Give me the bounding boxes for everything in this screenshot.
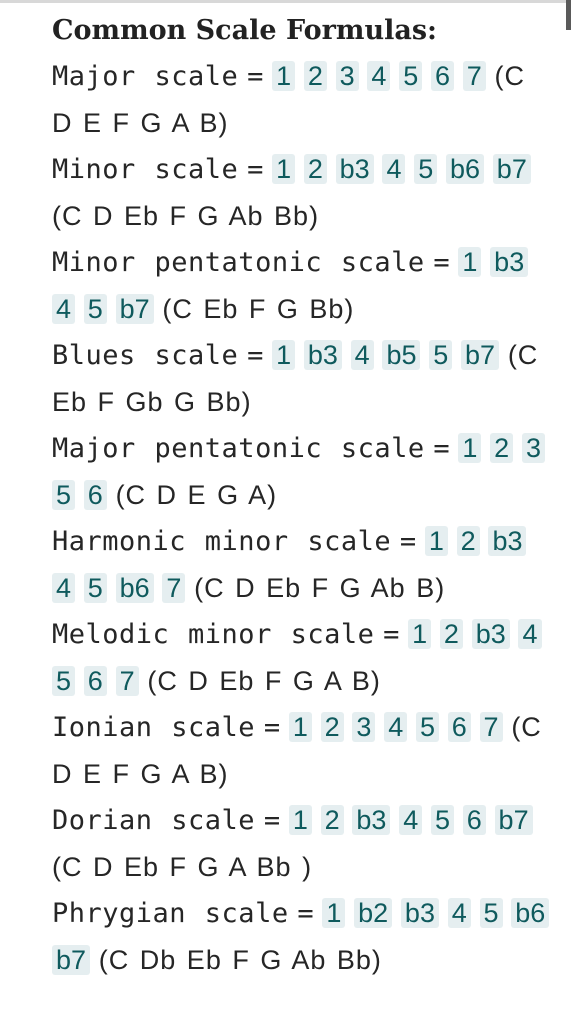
equals-sign: = bbox=[433, 247, 450, 278]
scale-degree: 5 bbox=[52, 480, 75, 510]
scale-formula bbox=[52, 704, 552, 797]
scale-degree: 6 bbox=[448, 712, 471, 742]
scale-formula bbox=[52, 797, 552, 890]
scale-degree: b3 bbox=[352, 805, 390, 835]
scale-degree: 6 bbox=[84, 480, 107, 510]
scale-degree: 1 bbox=[458, 247, 481, 277]
scale-name: Minor pentatonic scale bbox=[52, 247, 425, 278]
scale-degree: b3 bbox=[472, 619, 510, 649]
scale-degree: 1 bbox=[408, 619, 431, 649]
scale-degree: 5 bbox=[52, 666, 75, 696]
scale-degree: 3 bbox=[522, 433, 545, 463]
scale-degree: 1 bbox=[322, 898, 345, 928]
scale-notes: (C Eb F G Bb) bbox=[162, 294, 355, 324]
scale-degree: 6 bbox=[463, 805, 486, 835]
scale-degree: 1 bbox=[289, 805, 312, 835]
scale-degree: 4 bbox=[52, 573, 75, 603]
scale-formula-list bbox=[52, 53, 552, 983]
scale-degree: b3 bbox=[401, 898, 439, 928]
scale-formula bbox=[52, 239, 552, 332]
equals-sign: = bbox=[247, 61, 264, 92]
equals-sign: = bbox=[263, 805, 281, 836]
scale-formula bbox=[52, 425, 552, 518]
equals-sign: = bbox=[247, 340, 264, 371]
equals-sign: = bbox=[433, 433, 450, 464]
scale-degree: 7 bbox=[463, 61, 486, 91]
scale-degree: 6 bbox=[431, 61, 454, 91]
scale-name: Blues scale bbox=[52, 340, 239, 371]
scale-notes: (C Db Eb F G Ab Bb) bbox=[98, 945, 382, 975]
section-heading: Common Scale Formulas: bbox=[52, 15, 437, 46]
scale-formula bbox=[52, 890, 552, 983]
scale-name: Harmonic minor scale bbox=[52, 526, 392, 557]
scale-degree: 7 bbox=[162, 573, 185, 603]
scale-notes: (C D Eb F G Ab B) bbox=[194, 573, 446, 603]
scale-degree: 5 bbox=[414, 154, 437, 184]
scale-degree: 3 bbox=[352, 712, 375, 742]
scale-degree: b6 bbox=[511, 898, 549, 928]
scale-degrees bbox=[272, 340, 499, 370]
scale-formula bbox=[52, 518, 552, 611]
scale-notes: (C D E F G A B) bbox=[52, 712, 542, 789]
scale-notes: (C D Eb F G Ab Bb) bbox=[52, 201, 320, 231]
scale-degree: 1 bbox=[272, 154, 295, 184]
scale-degree: 1 bbox=[272, 340, 295, 370]
scale-degree: 7 bbox=[116, 666, 139, 696]
scale-degree: 3 bbox=[336, 61, 359, 91]
scale-degree: 4 bbox=[382, 154, 405, 184]
scale-degree: 1 bbox=[425, 526, 448, 556]
article-content bbox=[52, 12, 552, 983]
scale-degree: 2 bbox=[304, 154, 327, 184]
scale-degree: b7 bbox=[116, 294, 154, 324]
scale-degree: b5 bbox=[382, 340, 420, 370]
scale-degree: 1 bbox=[289, 712, 312, 742]
scale-notes: (C Eb F Gb G Bb) bbox=[52, 340, 539, 417]
scale-degree: 5 bbox=[416, 712, 439, 742]
equals-sign: = bbox=[263, 712, 281, 743]
scale-degree: 6 bbox=[84, 666, 107, 696]
scale-degree: 2 bbox=[490, 433, 513, 463]
scale-degrees bbox=[272, 154, 531, 184]
scale-degree: 4 bbox=[518, 619, 541, 649]
scale-degree: 1 bbox=[272, 61, 295, 91]
scale-name: Major pentatonic scale bbox=[52, 433, 425, 464]
scale-degree: 4 bbox=[351, 340, 374, 370]
scale-degree: b2 bbox=[354, 898, 392, 928]
scale-name: Phrygian scale bbox=[52, 898, 289, 929]
scale-degree: 5 bbox=[431, 805, 454, 835]
scale-degree: 5 bbox=[84, 573, 107, 603]
scale-degree: 7 bbox=[480, 712, 503, 742]
equals-sign: = bbox=[297, 898, 314, 929]
scale-notes: (C D E F G A B) bbox=[52, 61, 526, 138]
scale-degree: 5 bbox=[429, 340, 452, 370]
top-divider bbox=[0, 0, 571, 3]
scale-formula bbox=[52, 611, 552, 704]
scale-degree: 2 bbox=[321, 712, 344, 742]
scale-formula bbox=[52, 53, 552, 146]
scale-degree: b3 bbox=[304, 340, 342, 370]
scale-degree: 2 bbox=[321, 805, 344, 835]
equals-sign: = bbox=[247, 154, 264, 185]
scale-name: Dorian scale bbox=[52, 805, 256, 836]
scale-degree: 1 bbox=[458, 433, 481, 463]
scale-degrees bbox=[289, 805, 533, 835]
scale-degree: 4 bbox=[367, 61, 390, 91]
scale-degree: 4 bbox=[399, 805, 422, 835]
scale-degree: b6 bbox=[116, 573, 154, 603]
scale-degree: 2 bbox=[440, 619, 463, 649]
scale-degree: 4 bbox=[448, 898, 471, 928]
scale-degree: 5 bbox=[399, 61, 422, 91]
scale-name: Melodic minor scale bbox=[52, 619, 375, 650]
scale-formula bbox=[52, 146, 552, 239]
scale-degree: b7 bbox=[52, 945, 90, 975]
scale-degrees bbox=[289, 712, 503, 742]
scale-degree: b7 bbox=[461, 340, 499, 370]
scale-degree: b3 bbox=[490, 247, 528, 277]
scrollbar-edge bbox=[566, 0, 571, 30]
scale-degree: b7 bbox=[495, 805, 533, 835]
scale-degree: 5 bbox=[84, 294, 107, 324]
equals-sign: = bbox=[399, 526, 417, 557]
scale-degree: 4 bbox=[52, 294, 75, 324]
scale-degree: b3 bbox=[488, 526, 526, 556]
scale-degree: b3 bbox=[336, 154, 374, 184]
scale-degree: b7 bbox=[493, 154, 531, 184]
scale-formula bbox=[52, 332, 552, 425]
scale-name: Ionian scale bbox=[52, 712, 256, 743]
scale-degree: 2 bbox=[457, 526, 480, 556]
scale-degree: 2 bbox=[304, 61, 327, 91]
scale-notes: (C D Eb F G A B) bbox=[147, 666, 381, 696]
scale-degree: 5 bbox=[480, 898, 503, 928]
scale-notes: (C D Eb F G A Bb ) bbox=[52, 852, 313, 882]
equals-sign: = bbox=[383, 619, 400, 650]
scale-name: Minor scale bbox=[52, 154, 239, 185]
scale-degrees bbox=[272, 61, 486, 91]
scale-degree: 4 bbox=[384, 712, 407, 742]
scale-degree: b6 bbox=[446, 154, 484, 184]
scale-notes: (C D E G A) bbox=[115, 480, 278, 510]
scale-name: Major scale bbox=[52, 61, 239, 92]
